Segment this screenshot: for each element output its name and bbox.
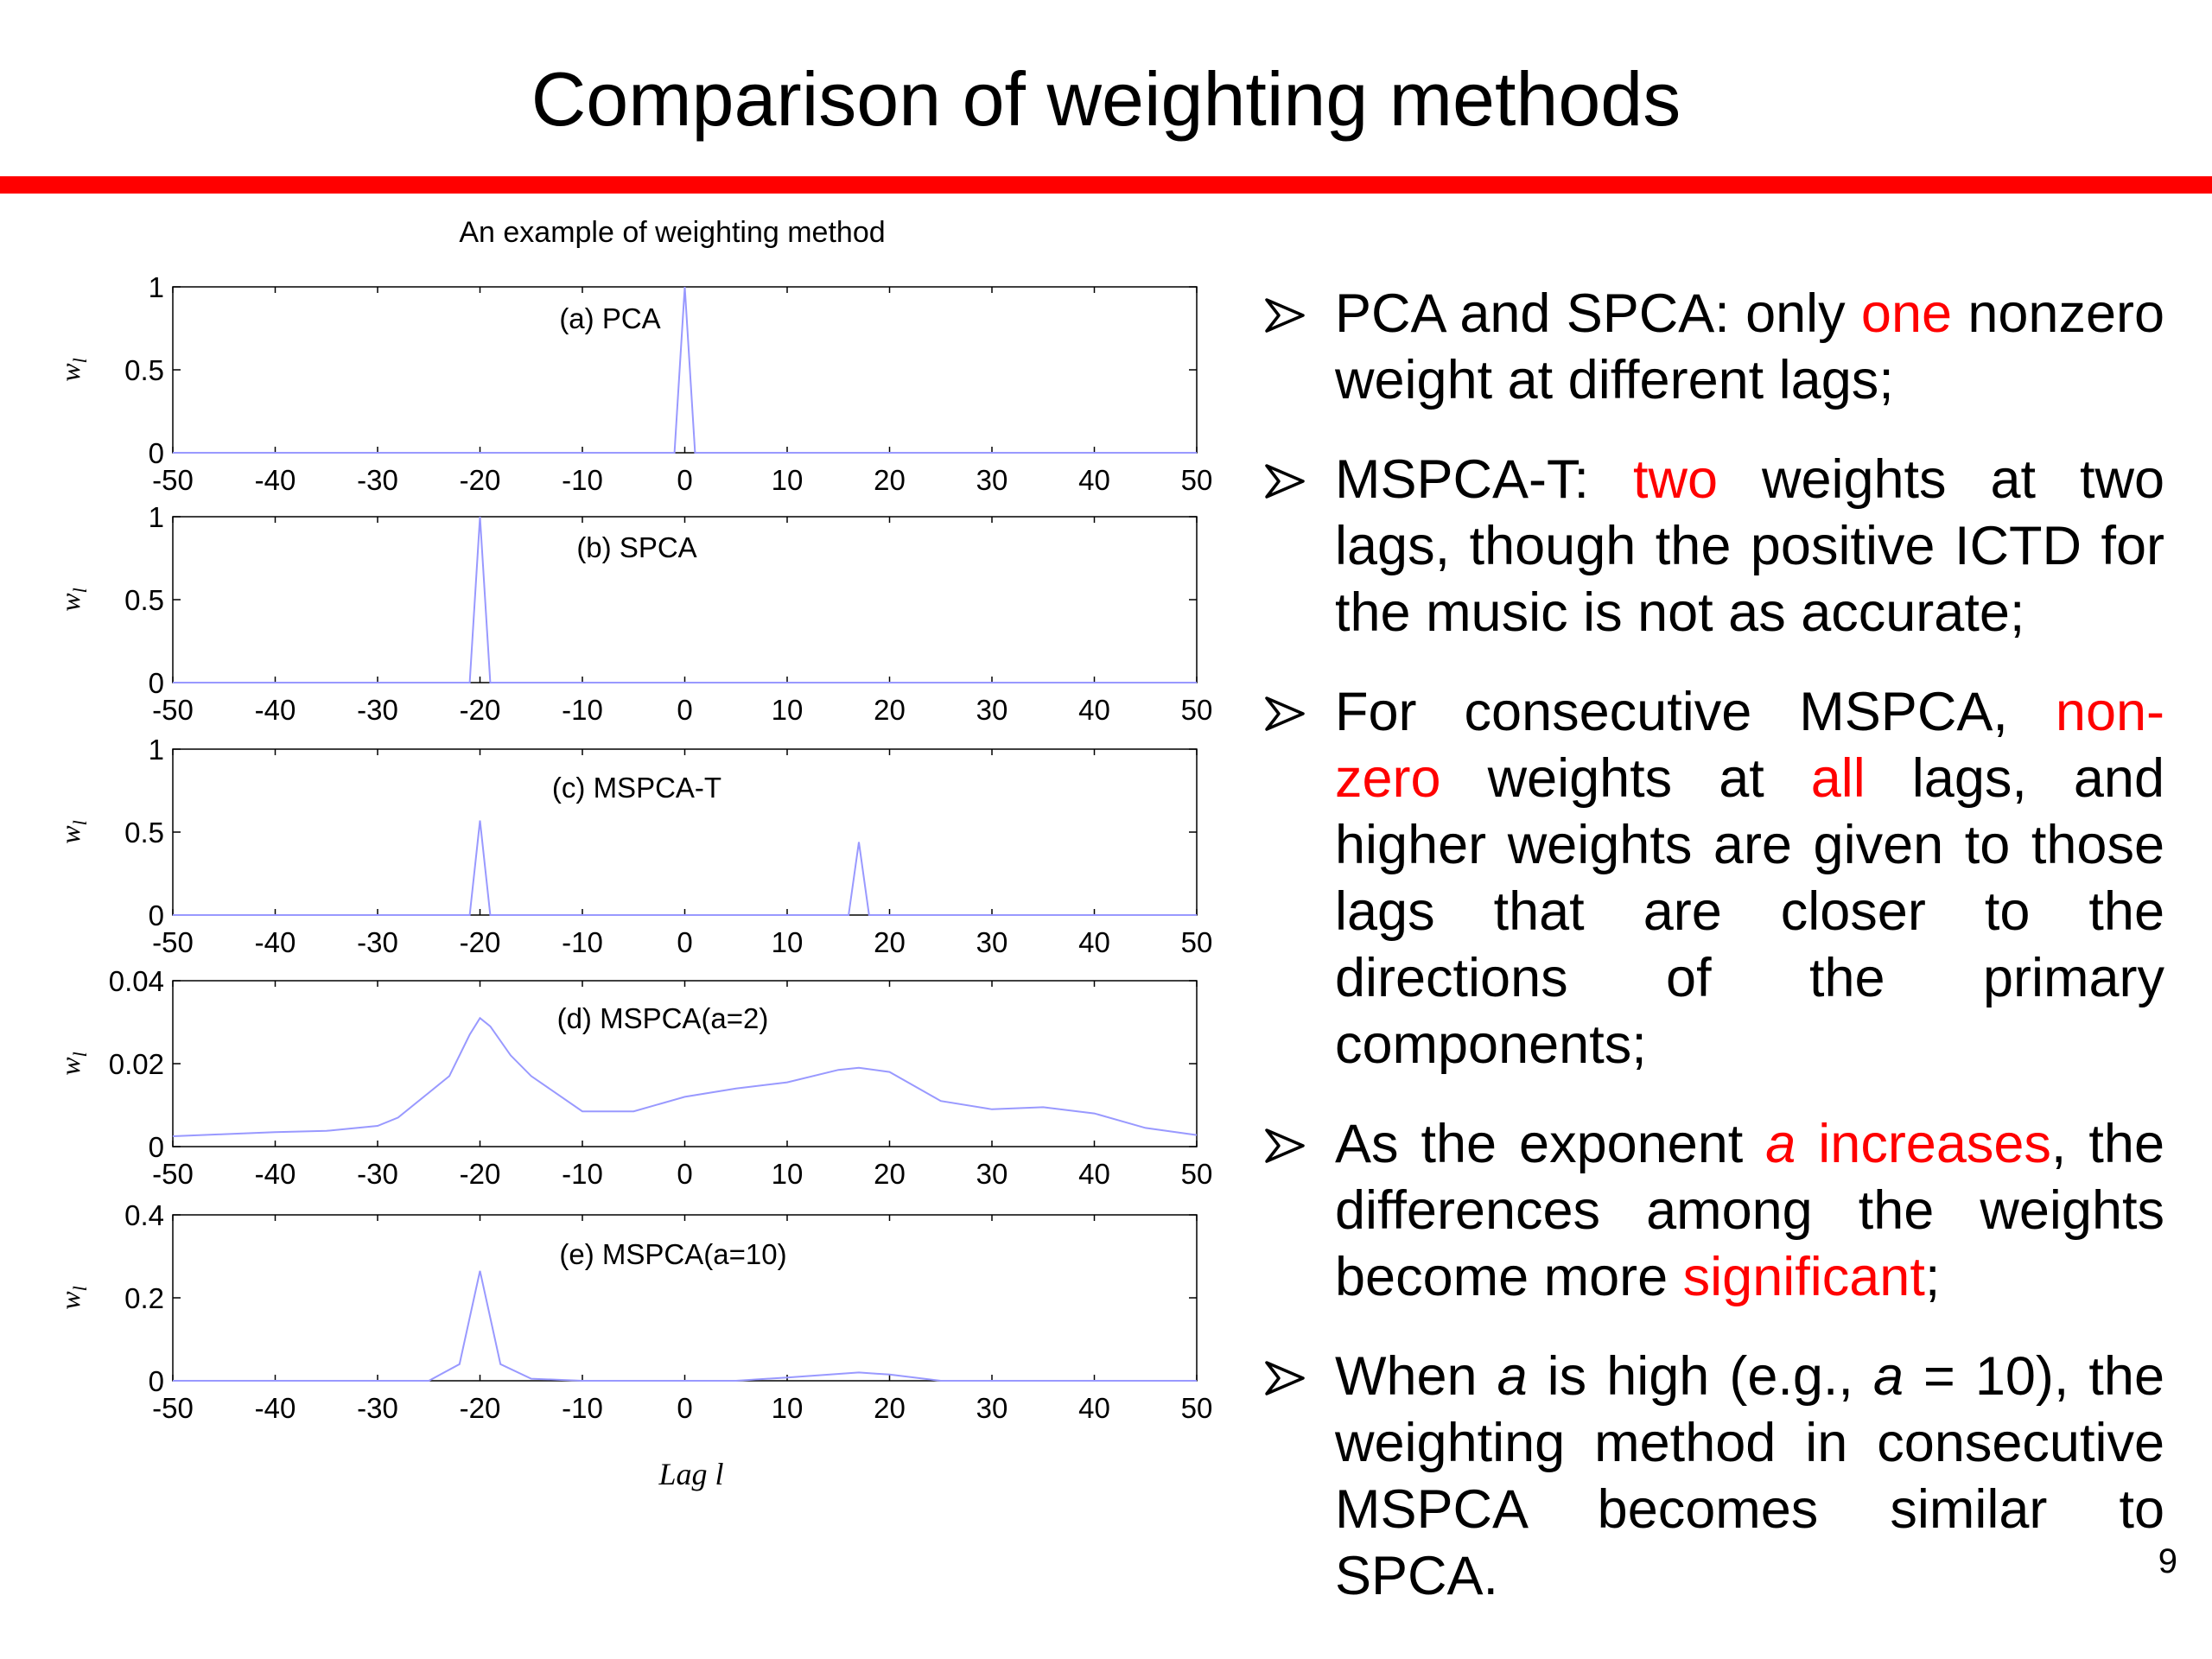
bullet-text: a (1872, 1346, 1904, 1407)
x-tick-label: -20 (459, 926, 501, 958)
x-tick-label: 0 (677, 1158, 693, 1190)
x-tick-label: -40 (254, 1392, 296, 1424)
x-tick-label: 10 (771, 464, 804, 496)
y-tick-label: 0.2 (124, 1282, 164, 1314)
x-tick-label: 20 (874, 464, 906, 496)
y-tick-label: 1 (148, 734, 164, 766)
bullet-text: As the exponent (1335, 1114, 1766, 1174)
y-label-subscript: l (69, 820, 91, 826)
bullet-text: non-zero (1335, 682, 2164, 809)
y-label-symbol: w (54, 363, 86, 382)
x-tick-label: -40 (254, 1158, 296, 1190)
subplot-annotation: (c) MSPCA-T (551, 772, 722, 804)
y-tick-label: 0 (148, 667, 164, 699)
x-tick-label: -30 (357, 694, 398, 726)
x-tick-label: -20 (459, 694, 501, 726)
bullet-text: ; (1924, 1247, 1941, 1307)
subplot-1 (54, 271, 1212, 496)
bullet-list (1262, 281, 2164, 1643)
bullet-text: nonzero weight at different lags; (1335, 283, 2164, 410)
y-axis-label (54, 358, 91, 381)
arrowhead-bullet-icon (1262, 1344, 1310, 1410)
x-tick-label: 50 (1180, 1392, 1213, 1424)
x-tick-label: -10 (562, 694, 603, 726)
bullet-5 (1262, 1344, 2164, 1610)
x-tick-label: -30 (357, 1392, 398, 1424)
y-tick-label: 0 (148, 899, 164, 931)
subplot-annotation: (d) MSPCA(a=2) (556, 1002, 769, 1034)
x-tick-label: 40 (1078, 694, 1110, 726)
y-tick-label: 1 (148, 501, 164, 533)
bullet-3 (1262, 679, 2164, 1078)
x-tick-label: 30 (976, 1158, 1008, 1190)
y-tick-label: 0 (148, 1131, 164, 1163)
title-divider (0, 176, 2212, 194)
bullet-text: weights at (1440, 748, 1811, 809)
y-label-subscript: l (69, 588, 91, 594)
x-axis-label: Lag l (658, 1457, 724, 1491)
y-label-symbol: w (54, 825, 86, 844)
bullet-1 (1262, 281, 2164, 414)
y-axis-label (54, 1286, 91, 1309)
bullet-4 (1262, 1111, 2164, 1311)
y-label-symbol: w (54, 1291, 86, 1310)
x-tick-label: 40 (1078, 926, 1110, 958)
x-tick-label: -30 (357, 464, 398, 496)
subplot-annotation: (e) MSPCA(a=10) (559, 1238, 787, 1270)
x-tick-label: -20 (459, 1158, 501, 1190)
x-tick-label: 50 (1180, 1158, 1213, 1190)
slide-title: Comparison of weighting methods (531, 56, 1681, 142)
x-tick-label: 20 (874, 926, 906, 958)
bullet-text: = 10), the weighting method in consecutive MSPCA becomes similar to SPCA. (1335, 1346, 2164, 1606)
arrowhead-bullet-icon (1262, 1111, 1310, 1178)
bullet-2 (1262, 447, 2164, 646)
x-tick-label: -40 (254, 694, 296, 726)
bullet-text: PCA and SPCA: only (1335, 283, 1861, 344)
x-tick-label: 30 (976, 464, 1008, 496)
x-tick-label: -50 (152, 1392, 194, 1424)
plot-frame (173, 287, 1197, 453)
x-tick-label: -30 (357, 1158, 398, 1190)
bullet-text: a (1497, 1346, 1528, 1407)
x-tick-label: 40 (1078, 1392, 1110, 1424)
x-tick-label: 50 (1180, 926, 1213, 958)
y-tick-label: 1 (148, 271, 164, 303)
bullet-text: lags, and higher weights are given to those lags that are closer to the directions of the primary components; (1335, 748, 2164, 1075)
x-tick-label: -40 (254, 926, 296, 958)
y-label-symbol: w (54, 593, 86, 612)
x-tick-label: -50 (152, 464, 194, 496)
bullet-text: a (1765, 1114, 1796, 1174)
y-label-subscript: l (69, 358, 91, 364)
y-tick-label: 0 (148, 1365, 164, 1397)
figure-title: An example of weighting method (459, 216, 886, 249)
x-tick-label: -50 (152, 1158, 194, 1190)
x-tick-label: 30 (976, 694, 1008, 726)
bullet-text: is high (e.g., (1527, 1346, 1873, 1407)
y-tick-label: 0.5 (124, 584, 164, 616)
page-number: 9 (2158, 1542, 2177, 1580)
x-tick-label: 0 (677, 694, 693, 726)
x-tick-label: 10 (771, 694, 804, 726)
subplot-annotation: (b) SPCA (576, 531, 697, 563)
x-tick-label: 0 (677, 464, 693, 496)
x-tick-label: 0 (677, 1392, 693, 1424)
subplot-4 (54, 965, 1212, 1190)
x-tick-label: -10 (562, 1158, 603, 1190)
bullet-text: increases (1796, 1114, 2051, 1174)
x-tick-label: 10 (771, 926, 804, 958)
subplot-annotation: (a) PCA (559, 302, 661, 334)
x-tick-label: 0 (677, 926, 693, 958)
bullet-text: weights at two lags, though the positive ICTD for the music is not as accurate; (1335, 449, 2165, 643)
x-tick-label: -40 (254, 464, 296, 496)
y-axis-label (54, 1052, 91, 1075)
x-tick-label: 40 (1078, 1158, 1110, 1190)
x-tick-label: 10 (771, 1158, 804, 1190)
x-tick-label: 50 (1180, 464, 1213, 496)
y-tick-label: 0.04 (108, 965, 164, 997)
bullet-text: For consecutive MSPCA, (1335, 682, 2056, 742)
y-tick-label: 0.5 (124, 817, 164, 849)
bullet-text: , the differences among the weights become more (1335, 1114, 2164, 1307)
x-tick-label: -20 (459, 1392, 501, 1424)
x-tick-label: -20 (459, 464, 501, 496)
x-tick-label: 50 (1180, 694, 1213, 726)
arrowhead-bullet-icon (1262, 281, 1310, 347)
y-label-subscript: l (69, 1052, 91, 1058)
x-tick-label: -10 (562, 926, 603, 958)
x-tick-label: -50 (152, 694, 194, 726)
y-label-subscript: l (69, 1286, 91, 1292)
y-tick-label: 0.02 (108, 1048, 164, 1080)
bullet-text: one (1860, 283, 1953, 344)
y-tick-label: 0 (148, 437, 164, 469)
x-tick-label: 30 (976, 1392, 1008, 1424)
x-tick-label: -50 (152, 926, 194, 958)
y-tick-label: 0.4 (124, 1199, 164, 1231)
bullet-text: significant (1682, 1247, 1925, 1307)
x-tick-label: 20 (874, 694, 906, 726)
subplot-panels (54, 271, 1212, 1424)
arrowhead-bullet-icon (1262, 679, 1310, 746)
y-axis-label (54, 588, 91, 611)
x-tick-label: 20 (874, 1158, 906, 1190)
bullet-text: When (1335, 1346, 1497, 1407)
y-axis-label (54, 820, 91, 843)
weighting-figure (0, 207, 1236, 1521)
x-tick-label: 20 (874, 1392, 906, 1424)
y-label-symbol: w (54, 1057, 86, 1076)
subplot-5 (54, 1199, 1212, 1424)
x-tick-label: 10 (771, 1392, 804, 1424)
x-tick-label: 30 (976, 926, 1008, 958)
bullet-text: MSPCA-T: (1335, 449, 1633, 510)
x-tick-label: -10 (562, 1392, 603, 1424)
y-tick-label: 0.5 (124, 354, 164, 386)
x-tick-label: 40 (1078, 464, 1110, 496)
bullet-text: all (1810, 748, 1866, 809)
x-tick-label: -10 (562, 464, 603, 496)
arrowhead-bullet-icon (1262, 447, 1310, 513)
bullet-text: two (1632, 449, 1719, 510)
x-tick-label: -30 (357, 926, 398, 958)
subplot-2 (54, 501, 1212, 726)
subplot-3 (54, 734, 1212, 958)
